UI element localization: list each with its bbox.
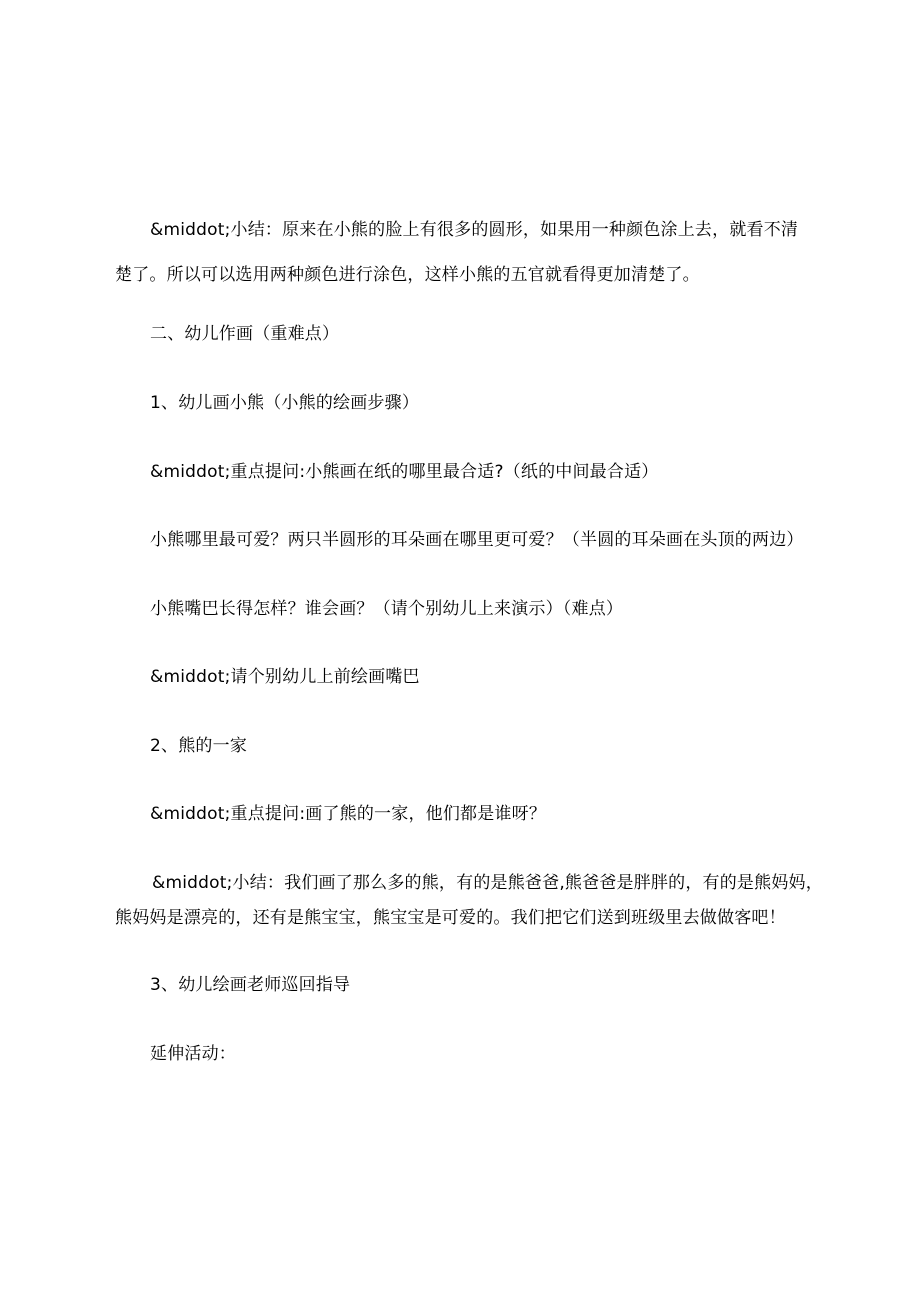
question-ears: 小熊哪里最可爱？两只半圆形的耳朵画在哪里更可爱？（半圆的耳朵画在头顶的两边） bbox=[150, 530, 804, 550]
invite-children-draw-mouth: &middot;请个别幼儿上前绘画嘴巴 bbox=[150, 667, 420, 687]
question-mouth: 小熊嘴巴长得怎样？谁会画？（请个别幼儿上来演示）（难点） bbox=[150, 599, 624, 619]
summary-face-colors-line-2: 楚了。所以可以选用两种颜色进行涂色，这样小熊的五官就看得更加清楚了。 bbox=[115, 265, 700, 285]
step-1-heading: 1、幼儿画小熊（小熊的绘画步骤） bbox=[150, 393, 420, 413]
summary-bear-family-line-2: 熊妈妈是漂亮的，还有是熊宝宝，熊宝宝是可爱的。我们把它们送到班级里去做做客吧！ bbox=[115, 908, 786, 928]
key-question-family: &middot;重点提问:画了熊的一家，他们都是谁呀？ bbox=[150, 804, 547, 824]
extension-activity-heading: 延伸活动： bbox=[150, 1044, 236, 1064]
summary-face-colors-line-1: &middot;小结：原来在小熊的脸上有很多的圆形，如果用一种颜色涂上去，就看不清 bbox=[150, 220, 799, 240]
summary-bear-family-line-1: &middot;小结：我们画了那么多的熊，有的是熊爸爸,熊爸爸是胖胖的，有的是熊妈妈， bbox=[152, 873, 823, 893]
step-2-heading: 2、熊的一家 bbox=[150, 736, 248, 756]
key-question-position: &middot;重点提问:小熊画在纸的哪里最合适?（纸的中间最合适） bbox=[150, 462, 659, 482]
step-3-heading: 3、幼儿绘画老师巡回指导 bbox=[150, 975, 351, 995]
section-heading-drawing: 二、幼儿作画（重难点） bbox=[150, 324, 340, 344]
